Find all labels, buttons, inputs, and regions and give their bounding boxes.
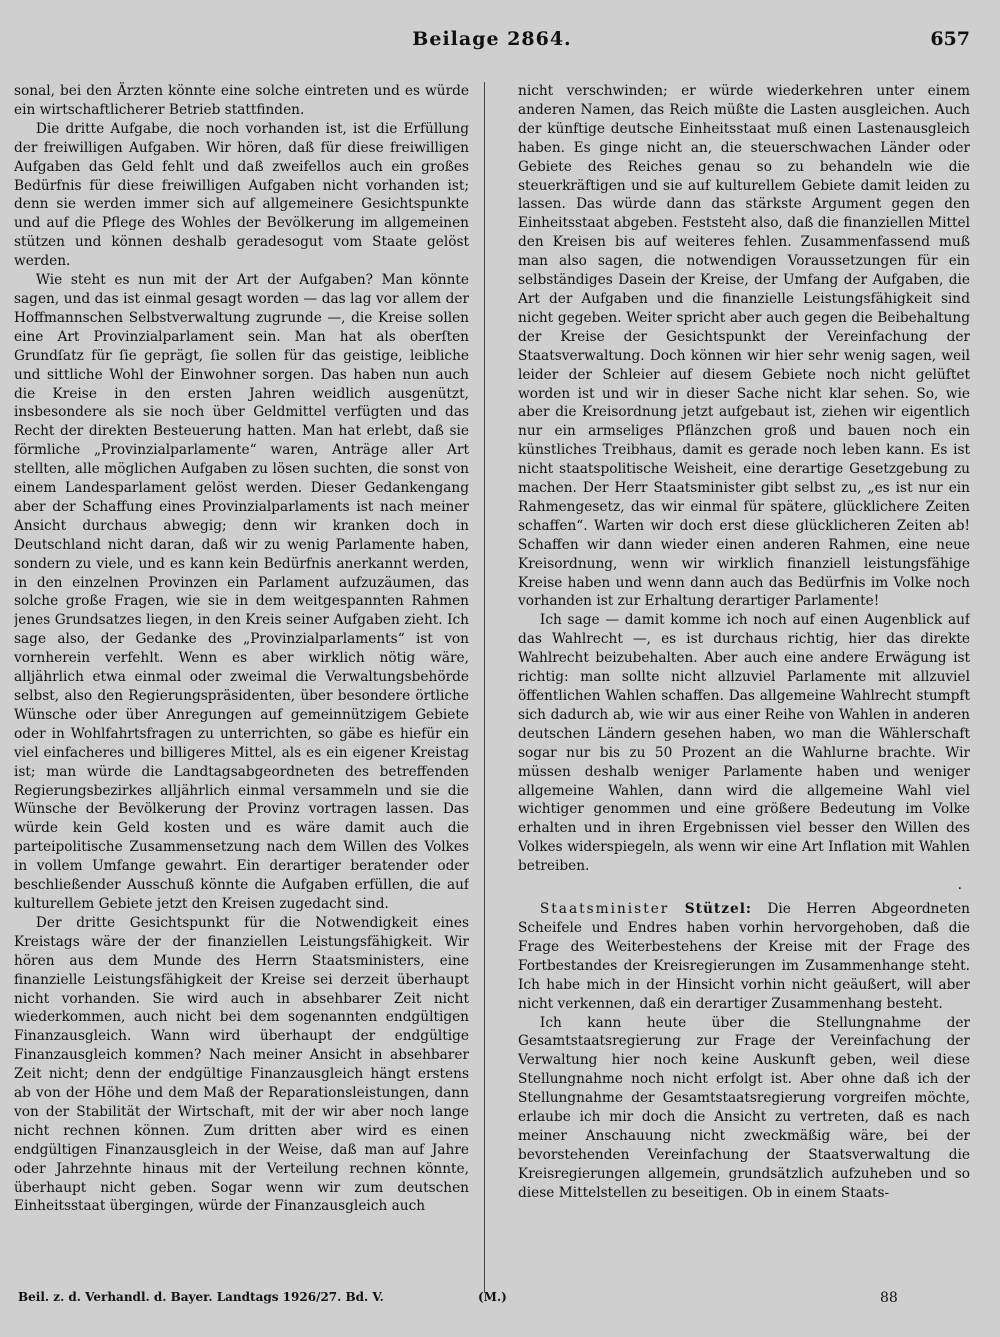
paragraph: nicht verschwinden; er würde wiederkehren unter einem anderen Namen, das Reich müßte die Lasten ausgleichen. Auch der künftige deutsche Einheitsstaat muß einen Lastenausgleich haben. Es ginge nicht an, die steuerschwachen Länder oder Gebiete des Reiches genau so zu behandeln wie die steuerkräftigen und sie auf kulturellem Gebiete damit leiden zu lassen. Das würde dann das stärkste Argument gegen den Einheitsstaat abgeben. Feststeht also, daß die finanziellen Mittel den Kreisen bis auf weiteres fehlen. Zusammenfassend muß man also sagen, die notwendigen Voraussetzungen für ein selbständiges Dasein der Kreise, der Umfang der Aufgaben, die Art der Aufgaben und die finanzielle Leistungsfähigkeit sind nicht gegeben. Weiter spricht aber auch gegen die Beibehaltung der Kreise der Gesichtspunkt der Vereinfachung der Staatsverwaltung. Doch können wir hier sehr wenig sagen, weil leider der Schleier auf diesem Gebiete noch nicht gelüftet worden ist und wir in dieser Sache nicht klar sehen. So, wie aber die Kreisordnung jetzt aufgebaut ist, ziehen wir eigentlich nur ein armseliges Pflänzchen groß und bauen noch ein künstliches Treibhaus, damit es gerade noch leben kann. Es ist nicht staatspolitische Weisheit, eine derartige Gesetzgebung zu machen. Der Herr Staatsminister gibt selbst zu, „es ist nur ein Rahmengesetz, das wir einmal für spätere, glücklichere Zeiten schaffen“. Warten wir doch erst diese glücklicheren Zeiten ab! Schaffen wir dann wieder einen anderen Rahmen, eine neue Kreisordnung, wenn wir wirklich finanziell leistungsfähige Kreise haben und wenn dann auch das Bedürfnis im Volke noch vorhanden ist zur Erhaltung derartiger Parlamente! bbox=[518, 83, 970, 610]
page-footer bbox=[14, 1290, 970, 1314]
paragraph: Wie steht es nun mit der Art der Aufgaben? Man könnte sagen, und das ist einmal gesagt worden — das lag vor allem der Hoffmannschen Selbstverwaltung zugrunde —, die Kreise sollen eine Art Provinzialparlament sein. Man hat als oberſten Grundſatz für ſie geprägt, ſie sollen für das geistige, leibliche und sittliche Wohl der Einwohner sorgen. Das haben nun auch die Kreise in den ersten Jahren weidlich ausgenützt, insbesondere als sie noch über Geldmittel verfügten und das Recht der direkten Besteuerung hatten. Man hat erlebt, daß sie förmliche „Provinzialparlamente“ waren, Anträge aller Art stellten, alle möglichen Aufgaben zu lösen suchten, die sonst von einem Landesparlament gelöst werden. Dieser Gedankengang aber der Schaffung eines Provinzialparlaments ist nach meiner Ansicht durchaus abwegig; denn wir kranken doch in Deutschland nicht daran, daß wir zu wenig Parlamente haben, sondern zu viele, und es kann kein Bedürfnis anerkannt werden, in den einzelnen Provinzen ein Parlament aufzuzäumen, das solche große Fragen, wie sie in dem weitgespannten Rahmen jenes Grundsatzes liegen, in den Kreis seiner Aufgaben zieht. Ich sage also, der Gedanke des „Provinzialparlaments“ ist von vornherein verfehlt. Wenn es aber wirklich nötig wäre, alljährlich etwa einmal oder zweimal die Verwaltungsbehörde selbst, also den Regierungspräsidenten, über besondere örtliche Wünsche oder über Anregungen auf gemeinnützigem Gebiete oder in Wohlfahrtsfragen zu unterrichten, so gäbe es hiefür ein viel einfacheres und billigeres Mittel, als es ein eigener Kreistag ist; man würde die Landtagsabgeordneten des betreffenden Regierungsbezirkes alljährlich einmal versammeln und sie die Wünsche der Bevölkerung der Provinz vortragen lassen. Das würde kein Geld kosten und es wäre damit auch die parteipolitische Zusammensetzung nach dem Willen des Volkes in vollem Umfange gewahrt. Ein derartiger beratender oder beschließender Ausschuß könnte die Aufgaben erfüllen, die auf kulturellem Gebiete jetzt den Kreisen zugedacht sind. bbox=[14, 272, 469, 912]
paragraph: sonal, bei den Ärzten könnte eine solche eintreten und es würde ein wirtschaftlicherer Betrieb stattfinden. bbox=[14, 83, 469, 118]
column-divider bbox=[484, 82, 485, 1292]
footer-mark: (M.) bbox=[478, 1290, 507, 1304]
paragraph: Die dritte Aufgabe, die noch vorhanden ist, ist die Erfüllung der freiwilligen Aufgaben. Wir hören, daß für diese freiwilligen Aufgaben das Geld fehlt und daß zweifellos auch ein großes Bedürfnis für diese freiwilligen Aufgaben nicht vorhanden ist; denn sie werden immer sich auf allgemeinere Gesichtspunkte und auf die Pflege des Wohles der Bevölkerung im allgemeinen stützen und können deshalb geradesogut vom Staate gelöst werden. bbox=[14, 120, 469, 270]
speaker-text: Die Herren Abgeordneten Scheifele und Endres haben vorhin hervorgehoben, daß die Frage des Weiterbestehens der Kreise mit der Frage des Fortbestandes der Kreisregierungen im Zusammenhange steht. Ich habe mich in der Hinsicht vorhin nicht geäußert, will aber nicht verkennen, daß ein derartiger Zusammenhang besteht. bbox=[518, 901, 970, 1012]
speaker-name: Stützel: bbox=[684, 901, 752, 918]
paragraph: Der dritte Gesichtspunkt für die Notwendigkeit eines Kreistags wäre der der finanziellen Leistungsfähigkeit. Wir hören aus dem Munde des Herrn Staatsministers, eine finanzielle Leistungsfähigkeit der Kreise sei derzeit überhaupt nicht vorhanden. Sie wird auch in absehbarer Zeit nicht wiederkommen, auch nicht bei dem sogenannten endgültigen Finanzausgleich. Wann wird überhaupt der endgültige Finanzausgleich kommen? Nach meiner Ansicht in absehbarer Zeit nicht; denn der endgültige Finanzausgleich hängt erstens ab von der Höhe und dem Maß der Reparationsleistungen, dann von der Stabilität der Wirtschaft, mit der wir aber noch lange nicht rechnen können. Zum dritten aber wird es einen endgültigen Finanzausgleich in der Weise, daß man auf Jahre oder Jahrzehnte hinaus mit der Verteilung rechnen könnte, überhaupt nicht geben. Sogar wenn wir zum deutschen Einheitsstaat übergingen, würde der Finanzausgleich auch bbox=[14, 914, 469, 1215]
speaker-paragraph bbox=[518, 900, 970, 1013]
page-title: Beilage 2864. bbox=[412, 28, 572, 50]
footer-signature-number: 88 bbox=[880, 1290, 898, 1306]
page-number: 657 bbox=[930, 28, 970, 50]
paragraph: Ich sage — damit komme ich noch auf einen Augenblick auf das Wahlrecht —, es ist durchaus richtig, hier das direkte Wahlrecht beizubehalten. Aber auch eine andere Erwägung ist richtig: man sollte nicht allzuviel Parlamente mit allzuviel öffentlichen Wahlen schaffen. Das allgemeine Wahlrecht stumpft sich dadurch ab, wie wir aus einer Reihe von Wahlen in anderen deutschen Ländern gesehen haben, wo man die Wählerschaft sogar nur bis zu 50 Prozent an die Wahlurne brachte. Wir müssen deshalb weniger Parlamente haben und weniger allgemeine Wahlen, dann wird die allgemeine Wahl viel wichtiger genommen und eine größere Bedeutung im Volke erhalten und in ihren Ergebnissen viel besser den Willen des Volkes widerspiegeln, als wenn wir eine Art Inflation mit Wahlen betreiben. bbox=[518, 612, 970, 875]
speaker-role: Staatsminister bbox=[539, 901, 670, 918]
text-columns bbox=[14, 82, 970, 1298]
left-column bbox=[14, 82, 469, 1298]
footer-source: Beil. z. d. Verhandl. d. Bayer. Landtags 1926/27. Bd. V. bbox=[18, 1290, 384, 1304]
separator-mark: . bbox=[957, 877, 962, 894]
paragraph: Ich kann heute über die Stellungnahme der Gesamtstaatsregierung zur Frage der Vereinfachung der Verwaltung hier noch keine Auskunft geben, weil diese Stellungnahme noch nicht erfolgt ist. Aber ohne daß ich der Stellungnahme der Gesamtstaatsregierung vorgreifen möchte, erlaube ich mir doch die Ansicht zu vertreten, daß es nach meiner Anschauung nicht zweckmäßig wäre, bei der bevorstehenden Vereinfachung der Staatsverwaltung die Kreisregierungen allgemein, grundsätzlich aufzuheben und so diese Mittelstellen zu beseitigen. Ob in einem Staats- bbox=[518, 1014, 970, 1201]
page-header bbox=[14, 28, 970, 62]
right-column bbox=[518, 82, 970, 1298]
